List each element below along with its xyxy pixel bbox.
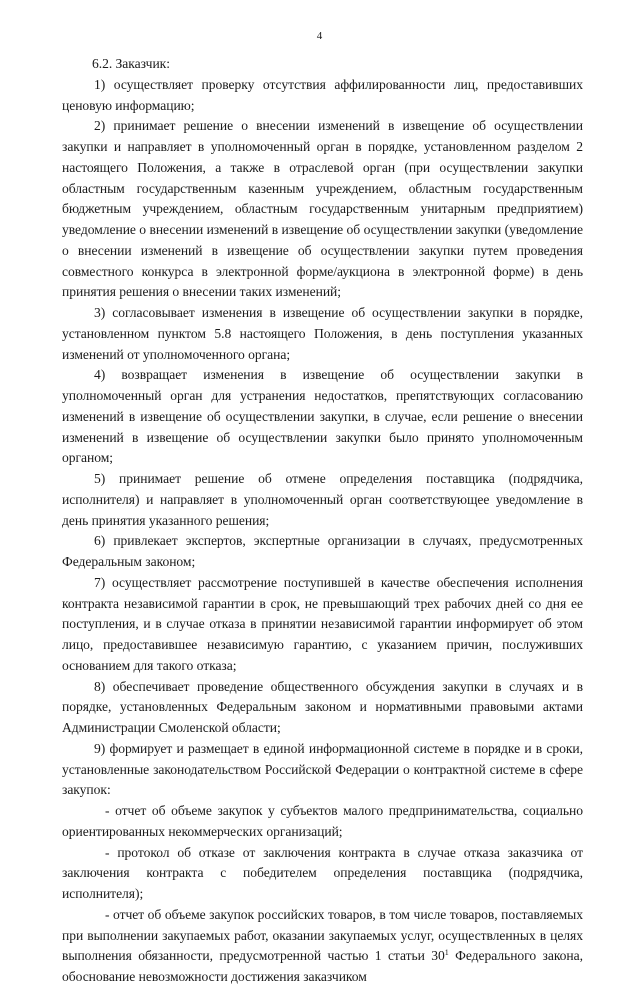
list-item-7: 7) осуществляет рассмотрение поступившей в качестве обеспечения исполнения контракта независимой гарантии в срок, не превышающий трех рабочих дней со дня ее поступления, и в случае отказа в принятии независимой гарантии информирует об этом лицо, предоставившее независимую гарантию, с указанием причин, послуживших основанием для такого отказа; bbox=[62, 574, 583, 673]
list-item-5: 5) принимает решение об отмене определения поставщика (подрядчика, исполнителя) и направляет в уполномоченный орган соответствующее уведомление в день принятия указанного решения; bbox=[62, 471, 583, 528]
list-item-4: 4) возвращает изменения в извещение об осуществлении закупки в уполномоченный орган для устранения недостатков, препятствующих согласованию изменений в извещение об осуществлении закупки, в случае, если решение о внесении изменений в извещение об осуществлении закупки было принято уполномоченным органом; bbox=[62, 367, 583, 466]
list-item-6: 6) привлекает экспертов, экспертные организации в случаях, предусмотренных Федеральным законом; bbox=[62, 533, 583, 569]
superscript: 1 bbox=[444, 948, 449, 958]
sub-item-1: - отчет об объеме закупок у субъектов малого предпринимательства, социально ориентированных некоммерческих организаций; bbox=[62, 803, 583, 839]
list-item-9: 9) формирует и размещает в единой информационной системе в порядке и в сроки, установленные законодательством Российской Федерации о контрактной системе в сфере закупок: bbox=[62, 740, 583, 798]
sub-item-3 bbox=[62, 905, 583, 988]
list-item-2: 2) принимает решение о внесении изменений в извещение об осуществлении закупки и направляет в уполномоченный орган в порядке, установленном разделом 2 настоящего Положения, а также в отраслевой орган (при осуществлении закупки областным государственным казенным учреждением, областным государственным бюджетным учреждением, областным государственным унитарным предприятием) уведомление о внесении изменений в извещение об осуществлении закупки (уведомление о внесении изменений в извещение об осуществлении закупки путем проведения совместного конкурса в электронной форме/аукциона в электронной форме) в день принятия решения о внесении таких изменений; bbox=[62, 118, 583, 300]
sub-item-3-tail: Федерального закона, обоснование невозможности достижения заказчиком bbox=[62, 948, 583, 984]
list-item-8: 8) обеспечивает проведение общественного обсуждения закупки в случаях и в порядке, установленных Федеральным законом и нормативными правовыми актами Администрации Смоленской области; bbox=[62, 678, 583, 735]
list-item-3: 3) согласовывает изменения в извещение об осуществлении закупки в порядке, установленном пунктом 5.8 настоящего Положения, в день поступления указанных изменений от уполномоченного органа; bbox=[62, 305, 583, 362]
page-number: 4 bbox=[316, 30, 323, 42]
document-body bbox=[62, 54, 583, 988]
sub-item-2: - протокол об отказе от заключения контракта в случае отказа заказчика от заключения контракта с победителем определения поставщика (подрядчика, исполнителя); bbox=[62, 844, 583, 901]
list-item-1: 1) осуществляет проверку отсутствия аффилированности лиц, предоставивших ценовую информацию; bbox=[62, 76, 583, 113]
section-heading: 6.2. Заказчик: bbox=[92, 56, 170, 71]
sub-item-3-text: - отчет об объеме закупок российских товаров, в том числе товаров, поставляемых при выполнении закупаемых работ, оказании закупаемых услуг, осуществленных в целях выполнения обязанности, предусмотренной частью 1 статьи 30 bbox=[62, 906, 583, 964]
